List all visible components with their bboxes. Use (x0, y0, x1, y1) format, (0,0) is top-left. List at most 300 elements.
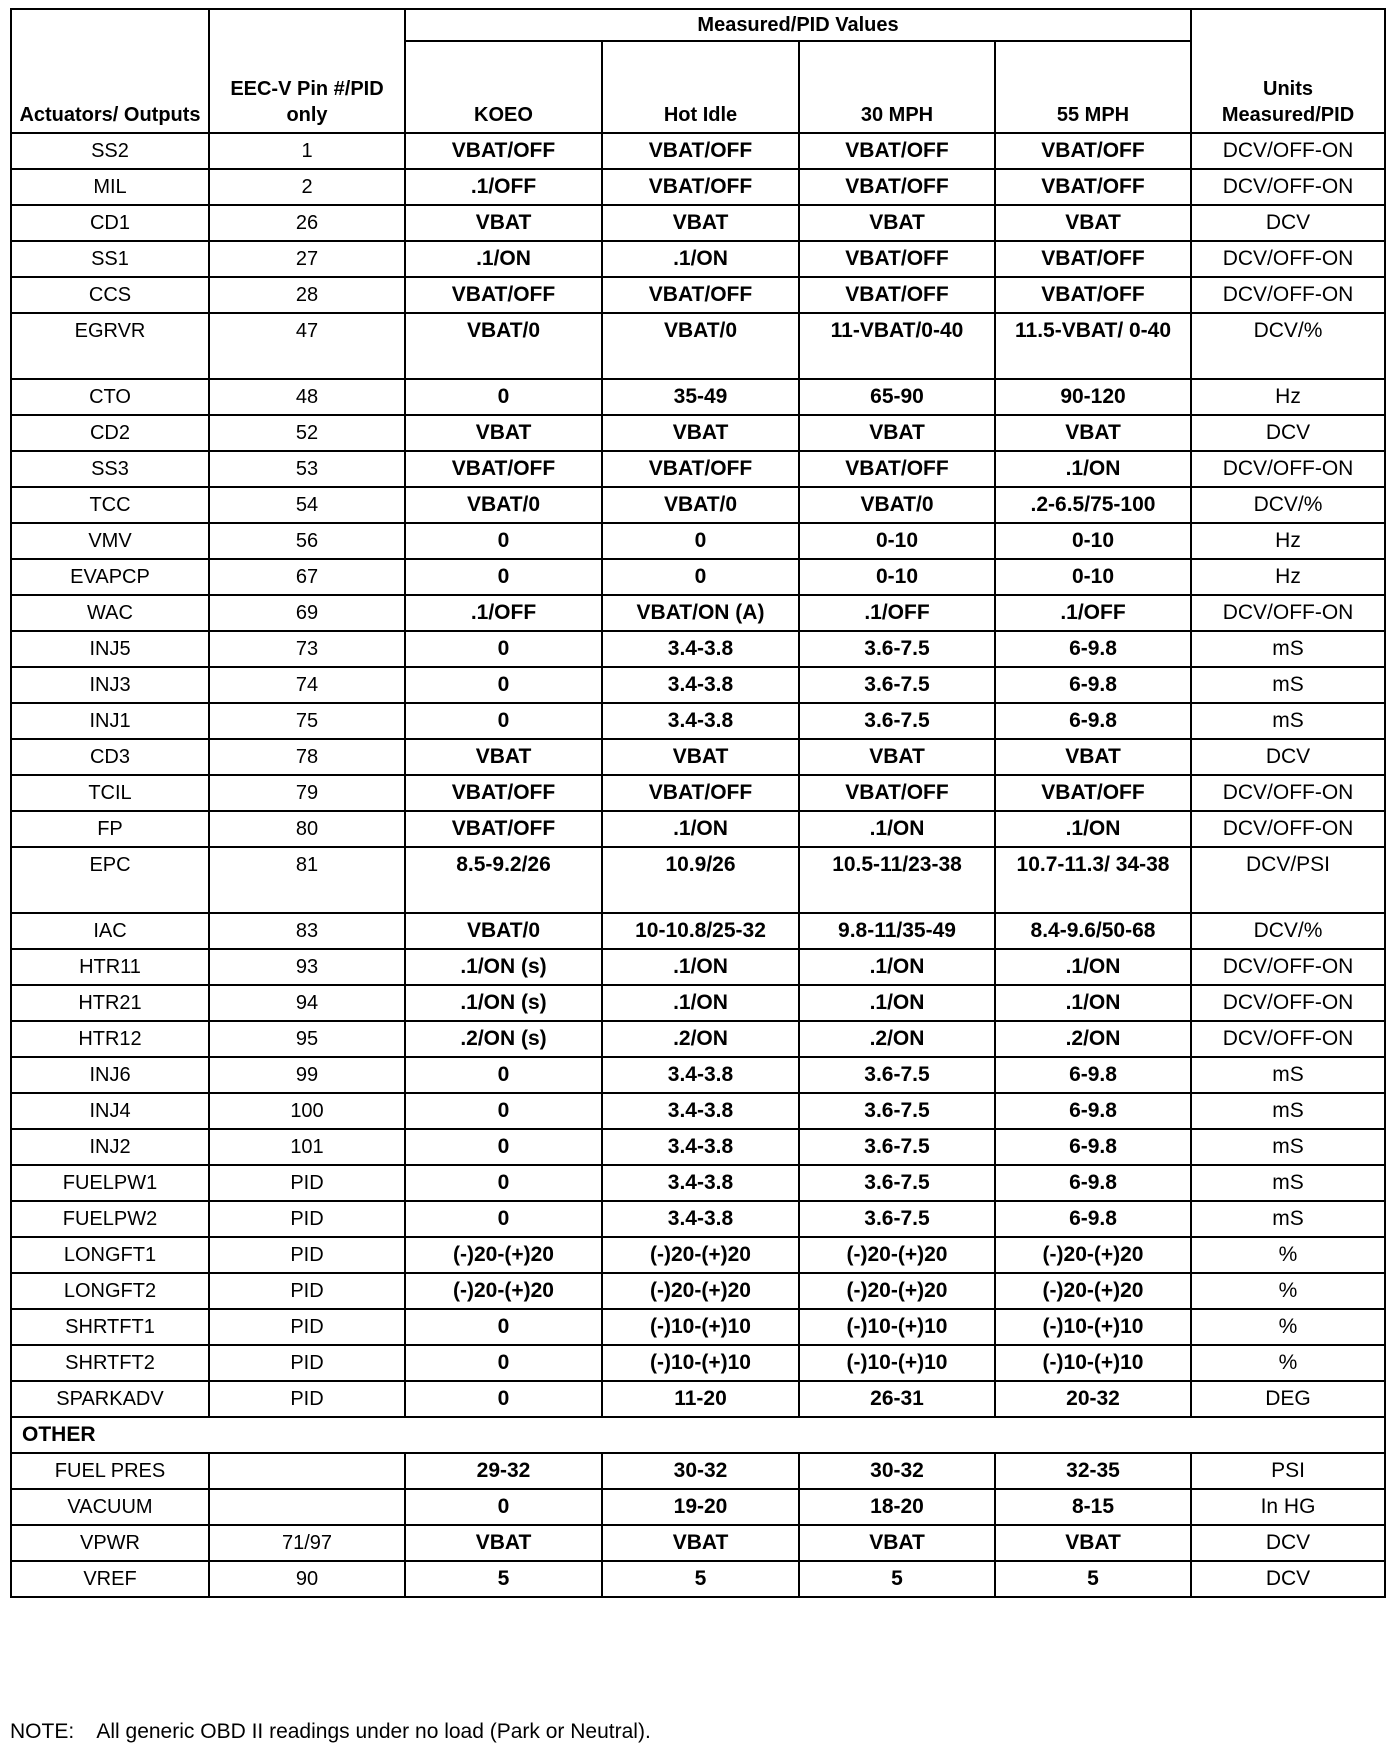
hot-idle-cell: (-)10-(+)10 (602, 1345, 799, 1381)
pin-cell: 73 (209, 631, 405, 667)
pin-cell: PID (209, 1345, 405, 1381)
actuator-cell: HTR11 (11, 949, 209, 985)
section-row-other (11, 1417, 1385, 1453)
mph55-cell: 90-120 (995, 379, 1191, 415)
actuator-cell: TCC (11, 487, 209, 523)
table-row (11, 703, 1385, 739)
table-row (11, 415, 1385, 451)
header-hot-idle: Hot Idle (602, 41, 799, 133)
mph30-cell: 30-32 (799, 1453, 995, 1489)
koeo-cell: VBAT/OFF (405, 451, 602, 487)
section-label: OTHER (11, 1417, 1385, 1453)
table-row (11, 1561, 1385, 1597)
mph55-cell: (-)20-(+)20 (995, 1237, 1191, 1273)
table-row (11, 1525, 1385, 1561)
mph55-cell: VBAT (995, 415, 1191, 451)
mph30-cell: .1/OFF (799, 595, 995, 631)
pin-cell: PID (209, 1273, 405, 1309)
table-row (11, 1345, 1385, 1381)
units-cell: Hz (1191, 559, 1385, 595)
mph30-cell: VBAT/OFF (799, 277, 995, 313)
units-cell: % (1191, 1273, 1385, 1309)
units-cell: mS (1191, 1093, 1385, 1129)
pin-cell: 71/97 (209, 1525, 405, 1561)
table-row (11, 133, 1385, 169)
koeo-cell: VBAT (405, 739, 602, 775)
koeo-cell: 0 (405, 559, 602, 595)
pin-cell: 80 (209, 811, 405, 847)
table-row (11, 775, 1385, 811)
mph55-cell: VBAT/OFF (995, 277, 1191, 313)
koeo-cell: 0 (405, 1057, 602, 1093)
mph30-cell: 3.6-7.5 (799, 1201, 995, 1237)
units-cell: DCV/% (1191, 913, 1385, 949)
table-row (11, 949, 1385, 985)
koeo-cell: 0 (405, 1165, 602, 1201)
koeo-cell: 0 (405, 1201, 602, 1237)
units-cell: DCV/OFF-ON (1191, 949, 1385, 985)
table-row (11, 631, 1385, 667)
mph30-cell: 18-20 (799, 1489, 995, 1525)
koeo-cell: .1/ON (s) (405, 949, 602, 985)
koeo-cell: 0 (405, 1381, 602, 1417)
koeo-cell: .1/OFF (405, 169, 602, 205)
mph30-cell: VBAT (799, 415, 995, 451)
hot-idle-cell: 35-49 (602, 379, 799, 415)
table-row (11, 277, 1385, 313)
koeo-cell: .1/ON (405, 241, 602, 277)
mph30-cell: 11-VBAT/0-40 (799, 313, 995, 379)
actuator-cell: LONGFT1 (11, 1237, 209, 1273)
mph30-cell: VBAT/OFF (799, 169, 995, 205)
mph30-cell: VBAT (799, 205, 995, 241)
units-cell: mS (1191, 703, 1385, 739)
hot-idle-cell: VBAT (602, 1525, 799, 1561)
pin-cell: 99 (209, 1057, 405, 1093)
mph55-cell: .1/ON (995, 985, 1191, 1021)
actuator-cell: EPC (11, 847, 209, 913)
mph30-cell: (-)20-(+)20 (799, 1273, 995, 1309)
units-cell: mS (1191, 1201, 1385, 1237)
actuator-cell: HTR12 (11, 1021, 209, 1057)
units-cell: DCV (1191, 205, 1385, 241)
hot-idle-cell: .1/ON (602, 241, 799, 277)
koeo-cell: VBAT/0 (405, 313, 602, 379)
actuator-cell: FUELPW2 (11, 1201, 209, 1237)
header-measured-group: Measured/PID Values (405, 9, 1191, 41)
hot-idle-cell: .2/ON (602, 1021, 799, 1057)
hot-idle-cell: VBAT/OFF (602, 775, 799, 811)
hot-idle-cell: (-)20-(+)20 (602, 1237, 799, 1273)
actuator-cell: EVAPCP (11, 559, 209, 595)
table-row (11, 667, 1385, 703)
actuator-cell: VACUUM (11, 1489, 209, 1525)
hot-idle-cell: (-)20-(+)20 (602, 1273, 799, 1309)
actuator-cell: SHRTFT1 (11, 1309, 209, 1345)
hot-idle-cell: 0 (602, 559, 799, 595)
pin-cell: 26 (209, 205, 405, 241)
mph55-cell: 0-10 (995, 523, 1191, 559)
koeo-cell: 0 (405, 667, 602, 703)
mph55-cell: 8.4-9.6/50-68 (995, 913, 1191, 949)
mph55-cell: .1/ON (995, 451, 1191, 487)
hot-idle-cell: (-)10-(+)10 (602, 1309, 799, 1345)
mph55-cell: VBAT (995, 1525, 1191, 1561)
units-cell: DCV/OFF-ON (1191, 985, 1385, 1021)
mph55-cell: (-)10-(+)10 (995, 1309, 1191, 1345)
actuator-cell: VPWR (11, 1525, 209, 1561)
mph55-cell: .2/ON (995, 1021, 1191, 1057)
table-body (11, 133, 1385, 1597)
table-row (11, 1381, 1385, 1417)
pin-cell: 1 (209, 133, 405, 169)
koeo-cell: 0 (405, 1129, 602, 1165)
mph55-cell: 8-15 (995, 1489, 1191, 1525)
mph55-cell: .1/OFF (995, 595, 1191, 631)
mph55-cell: 6-9.8 (995, 703, 1191, 739)
koeo-cell: .1/ON (s) (405, 985, 602, 1021)
units-cell: DCV/OFF-ON (1191, 595, 1385, 631)
mph30-cell: 65-90 (799, 379, 995, 415)
mph30-cell: VBAT/OFF (799, 775, 995, 811)
actuator-cell: SHRTFT2 (11, 1345, 209, 1381)
hot-idle-cell: VBAT/0 (602, 313, 799, 379)
mph55-cell: 20-32 (995, 1381, 1191, 1417)
hot-idle-cell: VBAT/OFF (602, 169, 799, 205)
table-header (11, 9, 1385, 133)
hot-idle-cell: VBAT/OFF (602, 277, 799, 313)
units-cell: DCV (1191, 739, 1385, 775)
mph55-cell: 6-9.8 (995, 631, 1191, 667)
mph55-cell: 6-9.8 (995, 1057, 1191, 1093)
actuator-cell: SS3 (11, 451, 209, 487)
hot-idle-cell: .1/ON (602, 949, 799, 985)
mph30-cell: 3.6-7.5 (799, 631, 995, 667)
mph55-cell: VBAT (995, 205, 1191, 241)
actuator-cell: LONGFT2 (11, 1273, 209, 1309)
units-cell: PSI (1191, 1453, 1385, 1489)
mph30-cell: (-)20-(+)20 (799, 1237, 995, 1273)
koeo-cell: VBAT (405, 205, 602, 241)
actuator-cell: VREF (11, 1561, 209, 1597)
pin-cell: 75 (209, 703, 405, 739)
mph30-cell: 10.5-11/23-38 (799, 847, 995, 913)
koeo-cell: .2/ON (s) (405, 1021, 602, 1057)
table-row (11, 1273, 1385, 1309)
mph55-cell: .1/ON (995, 949, 1191, 985)
actuator-cell: CCS (11, 277, 209, 313)
units-cell: DCV/OFF-ON (1191, 241, 1385, 277)
table-row (11, 451, 1385, 487)
actuator-cell: HTR21 (11, 985, 209, 1021)
actuator-cell: IAC (11, 913, 209, 949)
table-row (11, 1129, 1385, 1165)
hot-idle-cell: VBAT/ON (A) (602, 595, 799, 631)
koeo-cell: 0 (405, 1345, 602, 1381)
mph30-cell: (-)10-(+)10 (799, 1345, 995, 1381)
actuator-cell: INJ2 (11, 1129, 209, 1165)
pin-cell (209, 1489, 405, 1525)
hot-idle-cell: 3.4-3.8 (602, 1093, 799, 1129)
hot-idle-cell: VBAT (602, 739, 799, 775)
mph30-cell: VBAT/OFF (799, 133, 995, 169)
actuator-cell: INJ5 (11, 631, 209, 667)
units-cell: DCV/OFF-ON (1191, 169, 1385, 205)
mph30-cell: .2/ON (799, 1021, 995, 1057)
mph30-cell: 3.6-7.5 (799, 1093, 995, 1129)
koeo-cell: VBAT (405, 1525, 602, 1561)
table-row (11, 205, 1385, 241)
units-cell: Hz (1191, 523, 1385, 559)
header-koeo: KOEO (405, 41, 602, 133)
mph30-cell: 3.6-7.5 (799, 667, 995, 703)
mph30-cell: VBAT (799, 1525, 995, 1561)
actuator-cell: SPARKADV (11, 1381, 209, 1417)
hot-idle-cell: .1/ON (602, 811, 799, 847)
mph55-cell: 32-35 (995, 1453, 1191, 1489)
table-row (11, 811, 1385, 847)
hot-idle-cell: VBAT/OFF (602, 133, 799, 169)
mph30-cell: 5 (799, 1561, 995, 1597)
pin-cell: 54 (209, 487, 405, 523)
mph55-cell: VBAT/OFF (995, 133, 1191, 169)
mph30-cell: VBAT/0 (799, 487, 995, 523)
actuator-cell: TCIL (11, 775, 209, 811)
units-cell: mS (1191, 667, 1385, 703)
mph55-cell: .1/ON (995, 811, 1191, 847)
hot-idle-cell: 10.9/26 (602, 847, 799, 913)
units-cell: % (1191, 1237, 1385, 1273)
mph30-cell: .1/ON (799, 985, 995, 1021)
koeo-cell: 0 (405, 703, 602, 739)
table-row (11, 739, 1385, 775)
mph55-cell: 10.7-11.3/ 34-38 (995, 847, 1191, 913)
units-cell: mS (1191, 1165, 1385, 1201)
mph55-cell: (-)20-(+)20 (995, 1273, 1191, 1309)
hot-idle-cell: 11-20 (602, 1381, 799, 1417)
units-cell: DCV/OFF-ON (1191, 1021, 1385, 1057)
actuator-cell: CD3 (11, 739, 209, 775)
hot-idle-cell: 5 (602, 1561, 799, 1597)
table-row (11, 847, 1385, 913)
mph55-cell: (-)10-(+)10 (995, 1345, 1191, 1381)
footnote: NOTE: All generic OBD II readings under no load (Park or Neutral). (10, 1720, 651, 1743)
actuator-cell: INJ3 (11, 667, 209, 703)
hot-idle-cell: 3.4-3.8 (602, 1129, 799, 1165)
units-cell: DCV/OFF-ON (1191, 775, 1385, 811)
pin-cell (209, 1453, 405, 1489)
actuator-cell: SS2 (11, 133, 209, 169)
units-cell: DCV (1191, 1525, 1385, 1561)
hot-idle-cell: 30-32 (602, 1453, 799, 1489)
table-row (11, 169, 1385, 205)
koeo-cell: .1/OFF (405, 595, 602, 631)
actuator-cell: INJ6 (11, 1057, 209, 1093)
pin-cell: 27 (209, 241, 405, 277)
pin-cell: PID (209, 1237, 405, 1273)
hot-idle-cell: 3.4-3.8 (602, 1165, 799, 1201)
pin-cell: 78 (209, 739, 405, 775)
units-cell: mS (1191, 631, 1385, 667)
table-row (11, 1057, 1385, 1093)
koeo-cell: 0 (405, 631, 602, 667)
koeo-cell: 29-32 (405, 1453, 602, 1489)
pin-cell: 74 (209, 667, 405, 703)
koeo-cell: VBAT (405, 415, 602, 451)
units-cell: DEG (1191, 1381, 1385, 1417)
koeo-cell: VBAT/0 (405, 913, 602, 949)
units-cell: DCV (1191, 415, 1385, 451)
pin-cell: 48 (209, 379, 405, 415)
table-row (11, 379, 1385, 415)
pin-cell: 81 (209, 847, 405, 913)
units-cell: mS (1191, 1057, 1385, 1093)
koeo-cell: VBAT/OFF (405, 133, 602, 169)
pid-values-table (10, 8, 1386, 1598)
pin-cell: 67 (209, 559, 405, 595)
table-row (11, 913, 1385, 949)
pin-cell: 56 (209, 523, 405, 559)
pin-cell: 94 (209, 985, 405, 1021)
actuator-cell: CTO (11, 379, 209, 415)
units-cell: DCV/OFF-ON (1191, 133, 1385, 169)
header-30mph: 30 MPH (799, 41, 995, 133)
pin-cell: 47 (209, 313, 405, 379)
actuator-cell: MIL (11, 169, 209, 205)
hot-idle-cell: VBAT (602, 415, 799, 451)
mph55-cell: 6-9.8 (995, 1201, 1191, 1237)
table-row (11, 985, 1385, 1021)
mph30-cell: VBAT/OFF (799, 241, 995, 277)
header-55mph: 55 MPH (995, 41, 1191, 133)
actuator-cell: INJ1 (11, 703, 209, 739)
table-row (11, 241, 1385, 277)
koeo-cell: 0 (405, 379, 602, 415)
header-actuators: Actuators/ Outputs (11, 9, 209, 133)
mph55-cell: VBAT/OFF (995, 169, 1191, 205)
table-row (11, 1201, 1385, 1237)
hot-idle-cell: 0 (602, 523, 799, 559)
units-cell: DCV/% (1191, 487, 1385, 523)
actuator-cell: FP (11, 811, 209, 847)
table-row (11, 523, 1385, 559)
pin-cell: 90 (209, 1561, 405, 1597)
table-row (11, 1237, 1385, 1273)
pin-cell: 95 (209, 1021, 405, 1057)
table-row (11, 1021, 1385, 1057)
header-units: Units Measured/PID (1191, 9, 1385, 133)
pin-cell: PID (209, 1201, 405, 1237)
table-row (11, 1093, 1385, 1129)
table-row (11, 1165, 1385, 1201)
mph30-cell: 9.8-11/35-49 (799, 913, 995, 949)
pin-cell: 28 (209, 277, 405, 313)
units-cell: DCV/OFF-ON (1191, 451, 1385, 487)
units-cell: mS (1191, 1129, 1385, 1165)
mph55-cell: 6-9.8 (995, 1129, 1191, 1165)
pin-cell: 69 (209, 595, 405, 631)
table-row (11, 1489, 1385, 1525)
header-pin: EEC-V Pin #/PID only (209, 9, 405, 133)
pin-cell: PID (209, 1309, 405, 1345)
actuator-cell: VMV (11, 523, 209, 559)
koeo-cell: 0 (405, 1309, 602, 1345)
koeo-cell: 0 (405, 1489, 602, 1525)
hot-idle-cell: 3.4-3.8 (602, 667, 799, 703)
mph30-cell: .1/ON (799, 949, 995, 985)
hot-idle-cell: 3.4-3.8 (602, 703, 799, 739)
table-row (11, 595, 1385, 631)
pin-cell: 52 (209, 415, 405, 451)
actuator-cell: CD1 (11, 205, 209, 241)
mph55-cell: .2-6.5/75-100 (995, 487, 1191, 523)
actuator-cell: FUEL PRES (11, 1453, 209, 1489)
koeo-cell: 5 (405, 1561, 602, 1597)
mph55-cell: VBAT/OFF (995, 241, 1191, 277)
pin-cell: 93 (209, 949, 405, 985)
table-row (11, 313, 1385, 379)
units-cell: DCV/OFF-ON (1191, 811, 1385, 847)
units-cell: % (1191, 1309, 1385, 1345)
mph30-cell: 3.6-7.5 (799, 1165, 995, 1201)
pin-cell: 101 (209, 1129, 405, 1165)
mph30-cell: 26-31 (799, 1381, 995, 1417)
mph30-cell: 3.6-7.5 (799, 1057, 995, 1093)
table-row (11, 1309, 1385, 1345)
mph30-cell: 3.6-7.5 (799, 1129, 995, 1165)
mph30-cell: (-)10-(+)10 (799, 1309, 995, 1345)
units-cell: DCV/OFF-ON (1191, 277, 1385, 313)
table-row (11, 1453, 1385, 1489)
koeo-cell: 8.5-9.2/26 (405, 847, 602, 913)
mph55-cell: 11.5-VBAT/ 0-40 (995, 313, 1191, 379)
hot-idle-cell: VBAT/0 (602, 487, 799, 523)
koeo-cell: 0 (405, 523, 602, 559)
hot-idle-cell: 3.4-3.8 (602, 631, 799, 667)
hot-idle-cell: 3.4-3.8 (602, 1201, 799, 1237)
units-cell: DCV (1191, 1561, 1385, 1597)
actuator-cell: SS1 (11, 241, 209, 277)
mph30-cell: 3.6-7.5 (799, 703, 995, 739)
mph55-cell: 5 (995, 1561, 1191, 1597)
hot-idle-cell: VBAT (602, 205, 799, 241)
mph30-cell: VBAT/OFF (799, 451, 995, 487)
pin-cell: 53 (209, 451, 405, 487)
mph55-cell: 6-9.8 (995, 667, 1191, 703)
koeo-cell: VBAT/OFF (405, 775, 602, 811)
pin-cell: 2 (209, 169, 405, 205)
actuator-cell: WAC (11, 595, 209, 631)
koeo-cell: 0 (405, 1093, 602, 1129)
koeo-cell: VBAT/0 (405, 487, 602, 523)
mph55-cell: 6-9.8 (995, 1093, 1191, 1129)
units-cell: DCV/PSI (1191, 847, 1385, 913)
pin-cell: 100 (209, 1093, 405, 1129)
koeo-cell: (-)20-(+)20 (405, 1273, 602, 1309)
actuator-cell: FUELPW1 (11, 1165, 209, 1201)
hot-idle-cell: .1/ON (602, 985, 799, 1021)
units-cell: % (1191, 1345, 1385, 1381)
pin-cell: PID (209, 1381, 405, 1417)
hot-idle-cell: 19-20 (602, 1489, 799, 1525)
mph30-cell: 0-10 (799, 559, 995, 595)
hot-idle-cell: 10-10.8/25-32 (602, 913, 799, 949)
mph55-cell: 6-9.8 (995, 1165, 1191, 1201)
actuator-cell: CD2 (11, 415, 209, 451)
actuator-cell: INJ4 (11, 1093, 209, 1129)
pin-cell: PID (209, 1165, 405, 1201)
koeo-cell: (-)20-(+)20 (405, 1237, 602, 1273)
